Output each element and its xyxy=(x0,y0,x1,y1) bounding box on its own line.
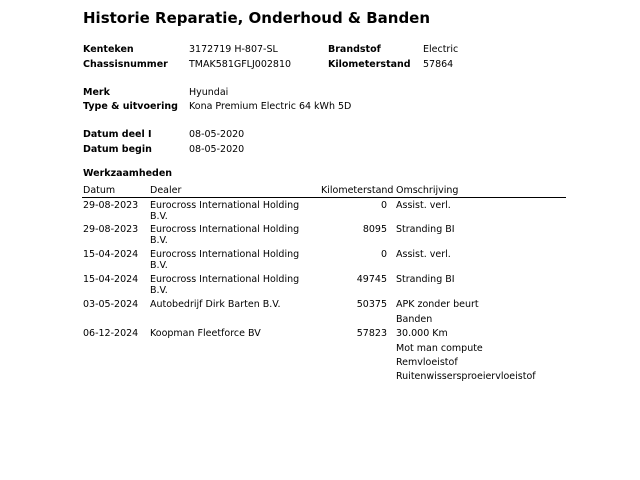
row-omschrijving: Stranding BI xyxy=(396,274,455,285)
row-datum: 29-08-2023 xyxy=(83,224,139,235)
row-omschrijving: Assist. verl. xyxy=(396,200,451,211)
kenteken-label: Kenteken xyxy=(83,44,134,55)
column-header-datum: Datum xyxy=(83,185,116,196)
datum-deel1-value: 08-05-2020 xyxy=(189,129,245,140)
column-header-dealer: Dealer xyxy=(150,185,182,196)
row-omschrijving: Mot man compute xyxy=(396,343,483,354)
row-omschrijving: Stranding BI xyxy=(396,224,455,235)
row-omschrijving: 30.000 Km xyxy=(396,328,448,339)
type-value: Kona Premium Electric 64 kWh 5D xyxy=(189,101,352,112)
kilometerstand-value: 57864 xyxy=(423,59,454,70)
row-dealer: Koopman Fleetforce BV xyxy=(150,328,261,339)
type-label: Type & uitvoering xyxy=(83,101,178,112)
chassisnummer-value: TMAK581GFLJ002810 xyxy=(189,59,292,70)
row-dealer: Eurocross International Holding B.V. xyxy=(150,274,300,296)
merk-label: Merk xyxy=(83,87,110,98)
kilometerstand-label: Kilometerstand xyxy=(328,59,411,70)
row-kilometerstand: 50375 xyxy=(356,299,387,310)
row-datum: 29-08-2023 xyxy=(83,200,139,211)
brandstof-label: Brandstof xyxy=(328,44,381,55)
row-omschrijving: Banden xyxy=(396,314,433,325)
row-omschrijving: Ruitenwissersproeiervloeistof xyxy=(396,371,536,382)
row-datum: 06-12-2024 xyxy=(83,328,139,339)
row-dealer: Eurocross International Holding B.V. xyxy=(150,249,300,271)
datum-begin-value: 08-05-2020 xyxy=(189,144,245,155)
row-kilometerstand: 0 xyxy=(380,200,387,211)
kenteken-value: 3172719 H-807-SL xyxy=(189,44,278,55)
row-dealer: Eurocross International Holding B.V. xyxy=(150,200,300,222)
row-kilometerstand: 0 xyxy=(380,249,387,260)
row-dealer: Eurocross International Holding B.V. xyxy=(150,224,300,246)
row-omschrijving: Assist. verl. xyxy=(396,249,451,260)
brandstof-value: Electric xyxy=(423,44,459,55)
row-omschrijving: APK zonder beurt xyxy=(396,299,479,310)
page-title: Historie Reparatie, Onderhoud & Banden xyxy=(83,9,431,27)
chassisnummer-label: Chassisnummer xyxy=(83,59,168,70)
merk-value: Hyundai xyxy=(189,87,229,98)
row-omschrijving: Remvloeistof xyxy=(396,357,458,368)
row-datum: 15-04-2024 xyxy=(83,274,139,285)
row-datum: 03-05-2024 xyxy=(83,299,139,310)
row-datum: 15-04-2024 xyxy=(83,249,139,260)
datum-begin-label: Datum begin xyxy=(83,144,152,155)
row-kilometerstand: 49745 xyxy=(356,274,387,285)
column-header-kilometerstand: Kilometerstand xyxy=(321,185,394,196)
column-header-omschrijving: Omschrijving xyxy=(396,185,459,196)
row-kilometerstand: 57823 xyxy=(356,328,387,339)
row-dealer: Autobedrijf Dirk Barten B.V. xyxy=(150,299,281,310)
header-divider xyxy=(82,197,566,198)
row-kilometerstand: 8095 xyxy=(362,224,387,235)
werkzaamheden-heading: Werkzaamheden xyxy=(83,168,173,179)
datum-deel1-label: Datum deel I xyxy=(83,129,152,140)
